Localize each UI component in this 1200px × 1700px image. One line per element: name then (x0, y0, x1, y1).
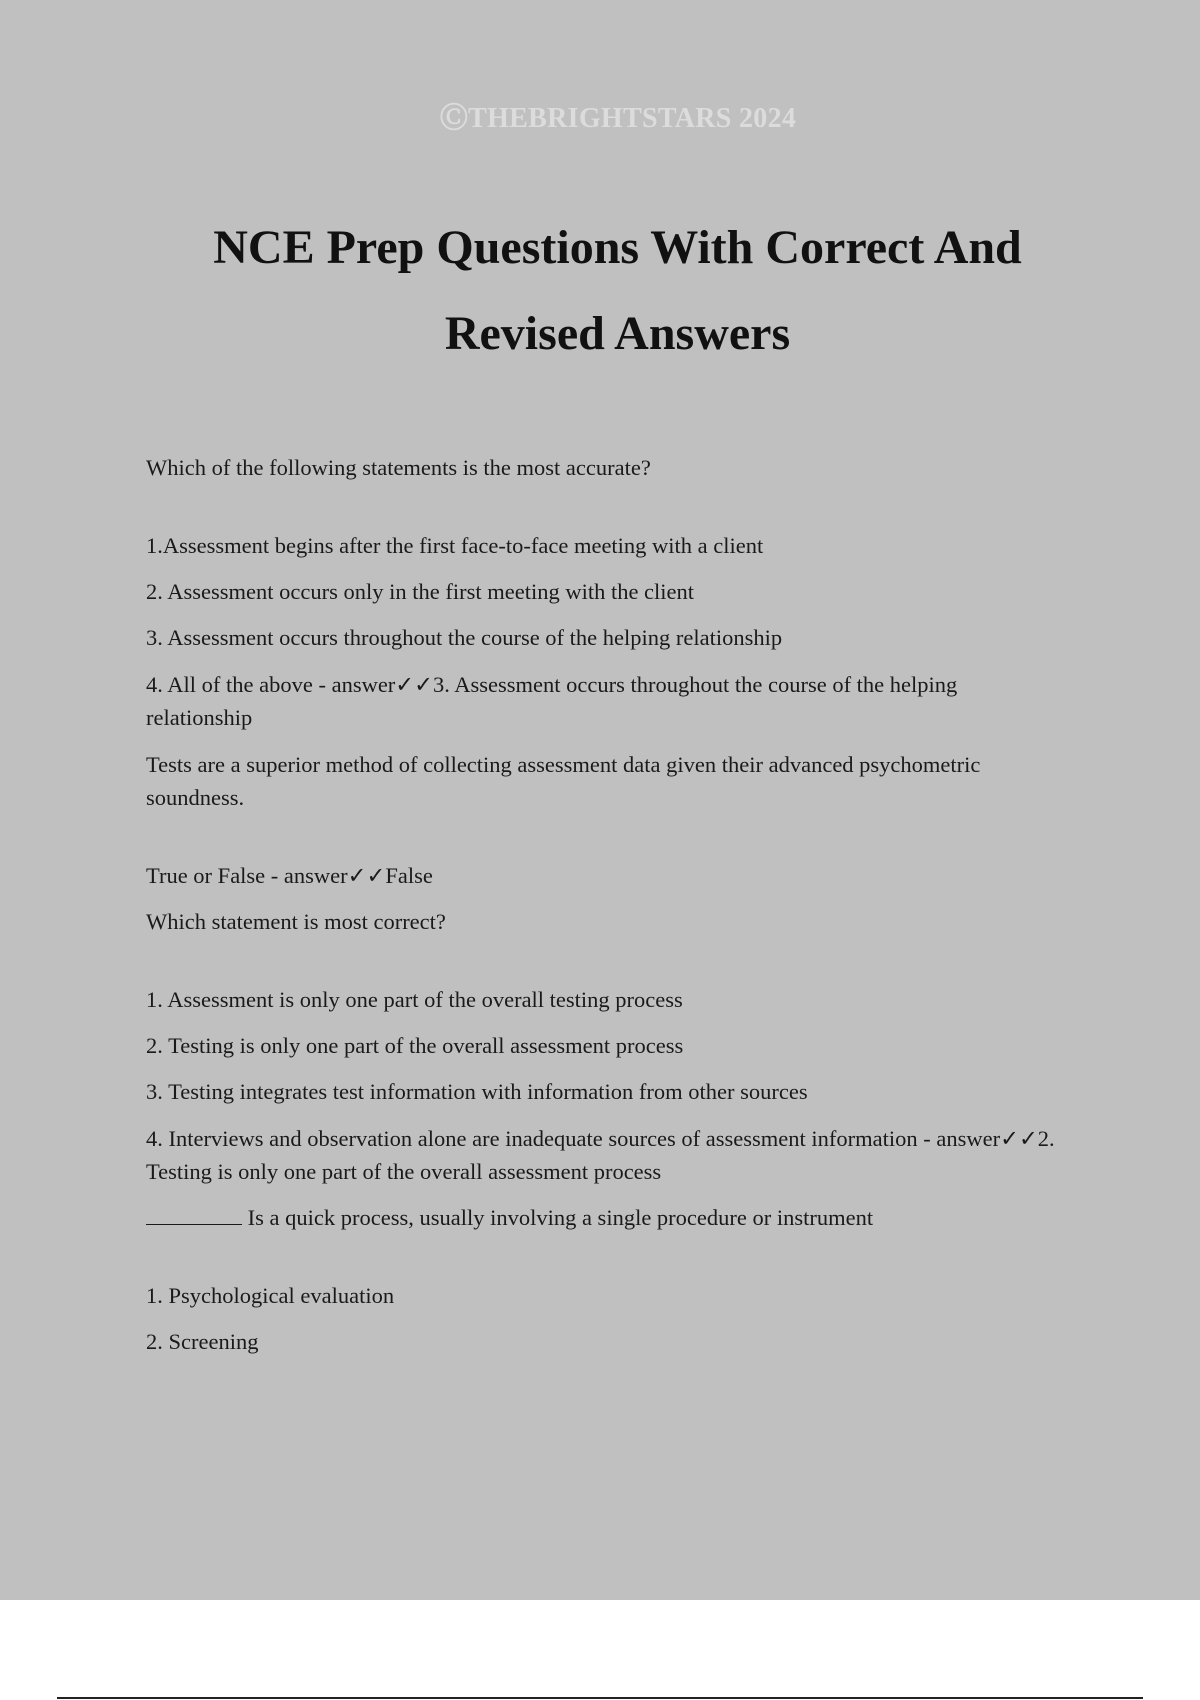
question-3-option-3: 3. Testing integrates test information with information from other sources (146, 1079, 808, 1104)
question-3-option-2: 2. Testing is only one part of the overall assessment process (146, 1033, 684, 1058)
question-4-text (146, 1202, 1066, 1234)
document-body (146, 452, 1066, 1372)
question-3-text: Which statement is most correct? (146, 909, 446, 934)
question-1-option-1: 1.Assessment begins after the first face-to-face meeting with a client (146, 533, 764, 558)
watermark-text: ⒸTHEBRIGHTSTARS 2024 (439, 103, 797, 134)
fill-in-blank (146, 1202, 242, 1225)
question-1-text: Which of the following statements is the most accurate? (146, 455, 651, 480)
question-4-option-2: 2. Screening (146, 1329, 259, 1354)
document-title (160, 205, 1075, 377)
title-line-2: Revised Answers (444, 307, 791, 360)
question-4-option-1: 1. Psychological evaluation (146, 1283, 395, 1308)
question-1-option-4-answer: 4. All of the above - answer✓✓3. Assessment occurs throughout the course of the helping relationship (146, 672, 958, 730)
question-4-text-body: Is a quick process, usually involving a single procedure or instrument (247, 1205, 874, 1230)
question-3-option-4-answer: 4. Interviews and observation alone are inadequate sources of assessment information - answer✓✓2. Testing is only one part of the overall assessment process (146, 1126, 1055, 1184)
footer-divider (57, 1697, 1143, 1699)
title-line-1: NCE Prep Questions With Correct And (213, 221, 1022, 274)
question-1-option-2: 2. Assessment occurs only in the first meeting with the client (146, 579, 695, 604)
question-1-option-3: 3. Assessment occurs throughout the course of the helping relationship (146, 625, 783, 650)
question-2-text: Tests are a superior method of collecting assessment data given their advanced psychometric soundness. (146, 752, 981, 810)
question-3-option-1: 1. Assessment is only one part of the overall testing process (146, 987, 683, 1012)
question-2-answer: True or False - answer✓✓False (146, 863, 433, 888)
